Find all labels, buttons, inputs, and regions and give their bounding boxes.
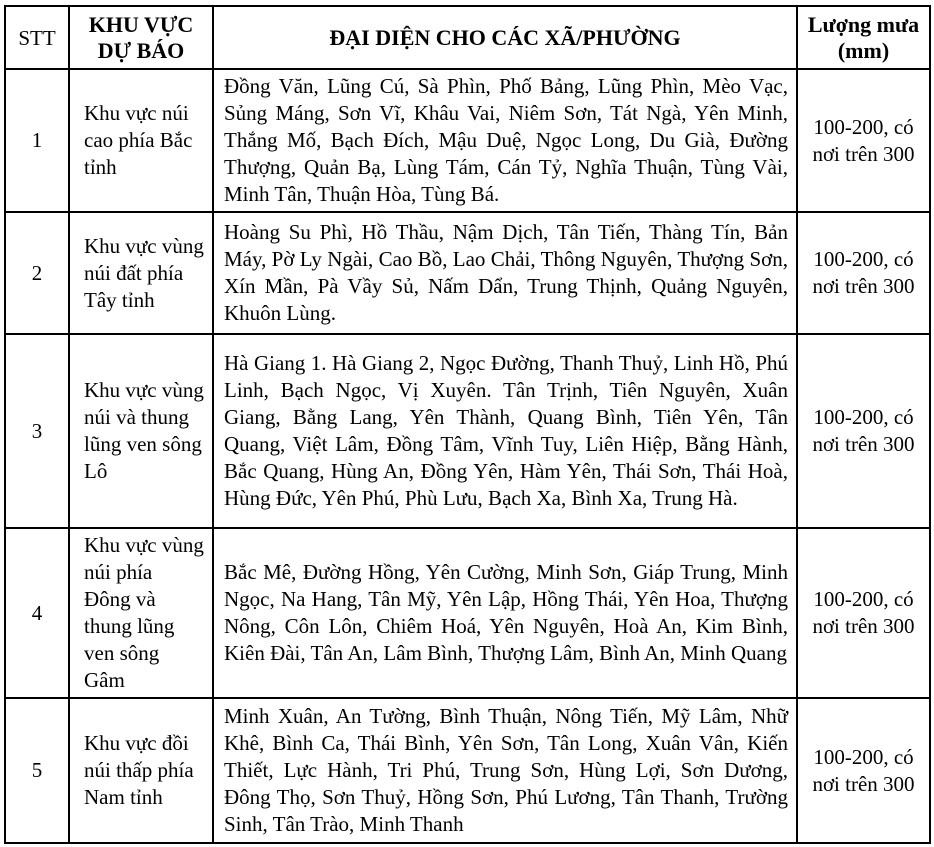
row-area: Khu vực đồi núi thấp phía Nam tỉnh [84,731,194,809]
locations-text: Đồng Văn, Lũng Cú, Sà Phìn, Phố Bảng, Lũng Phìn, Mèo Vạc, Sủng Máng, Sơn Vĩ, Khâu Vai, Niêm Sơn, Tát Ngà, Yên Minh, Thắng Mố, Bạch Đích, Mậu Duệ, Ngọc Long, Du Già, Đường Thượng, Quản Bạ, Lùng Tám, Cán Tỷ, Nghĩa Thuận, Tùng Vài, Minh Tân, Thuận Hòa, Tùng Bá. [224,74,788,206]
locations-text: Hoàng Su Phì, Hồ Thầu, Nậm Dịch, Tân Tiến, Thàng Tín, Bản Máy, Pờ Ly Ngài, Cao Bồ, Lao Chải, Thông Nguyên, Thượng Sơn, Xín Mần, Pà Vầy Sủ, Nấm Dẩn, Trung Thịnh, Quảng Nguyên, Khuôn Lùng. [224,220,788,325]
row-locations [214,699,796,842]
row-stt: 1 [31,128,43,152]
row-stt: 4 [31,600,43,625]
row-area: Khu vực vùng núi phía Đông và thung lũng ven sông Gâm [84,533,204,692]
header-stt: STT [18,25,56,50]
row-area: Khu vực vùng núi và thung lũng ven sông Lô [84,378,204,483]
row-rainfall: 100-200, có nơi trên 300 [812,587,915,638]
row-rainfall: 100-200, có nơi trên 300 [812,247,915,298]
header-area: KHU VỰC DỰ BÁO [88,11,194,63]
table-border-bottom [4,842,931,844]
row-rainfall: 100-200, có nơi trên 300 [812,744,915,796]
row-rainfall: 100-200, có nơi trên 300 [812,114,915,166]
locations-text: Hà Giang 1. Hà Giang 2, Ngọc Đường, Thanh Thuỷ, Linh Hồ, Phú Linh, Bạch Ngọc, Vị Xuyên. Tân Trịnh, Tiên Nguyên, Xuân Giang, Bằng Lang, Yên Thành, Quang Bình, Tiên Yên, Tân Quang, Việt Lâm, Đồng Tâm, Vĩnh Tuy, Liên Hiệp, Bằng Hành, Bắc Quang, Hùng An, Đồng Yên, Hàm Yên, Thái Sơn, Thái Hoà, Hùng Đức, Yên Phú, Phù Lưu, Bạch Xa, Bình Xa, Trung Hà. [224,351,788,510]
row-stt: 5 [31,758,43,782]
row-rainfall: 100-200, có nơi trên 300 [812,405,915,456]
row-area: Khu vực núi cao phía Bắc tỉnh [84,101,193,179]
header-locations: ĐẠI DIỆN CHO CÁC XÃ/PHƯỜNG [329,24,681,50]
row-stt: 3 [31,418,43,443]
row-stt: 2 [31,260,43,285]
row-locations [214,70,796,211]
locations-text: Minh Xuân, An Tường, Bình Thuận, Nông Tiến, Mỹ Lâm, Nhữ Khê, Bình Ca, Thái Bình, Yên Sơn, Tân Long, Xuân Vân, Kiến Thiết, Lực Hành, Tri Phú, Trung Sơn, Hùng Lợi, Sơn Dương, Đông Thọ, Sơn Thuỷ, Hồng Sơn, Phú Lương, Tân Thanh, Trường Sinh, Tân Trào, Minh Thanh [224,704,788,836]
header-rainfall: Lượng mưa (mm) [807,11,920,63]
row-locations [214,213,796,333]
row-locations [214,335,796,527]
row-locations [214,529,796,697]
locations-text: Bắc Mê, Đường Hồng, Yên Cường, Minh Sơn, Giáp Trung, Minh Ngọc, Na Hang, Tân Mỹ, Yên Lập, Hồng Thái, Yên Hoa, Thượng Nông, Côn Lôn, Chiêm Hoá, Yên Nguyên, Hoà An, Kim Bình, Kiên Đài, Tân An, Lâm Bình, Thượng Lâm, Bình An, Minh Quang [224,560,788,665]
row-area: Khu vực vùng núi đất phía Tây tỉnh [84,233,204,312]
table-border-right [929,5,931,842]
